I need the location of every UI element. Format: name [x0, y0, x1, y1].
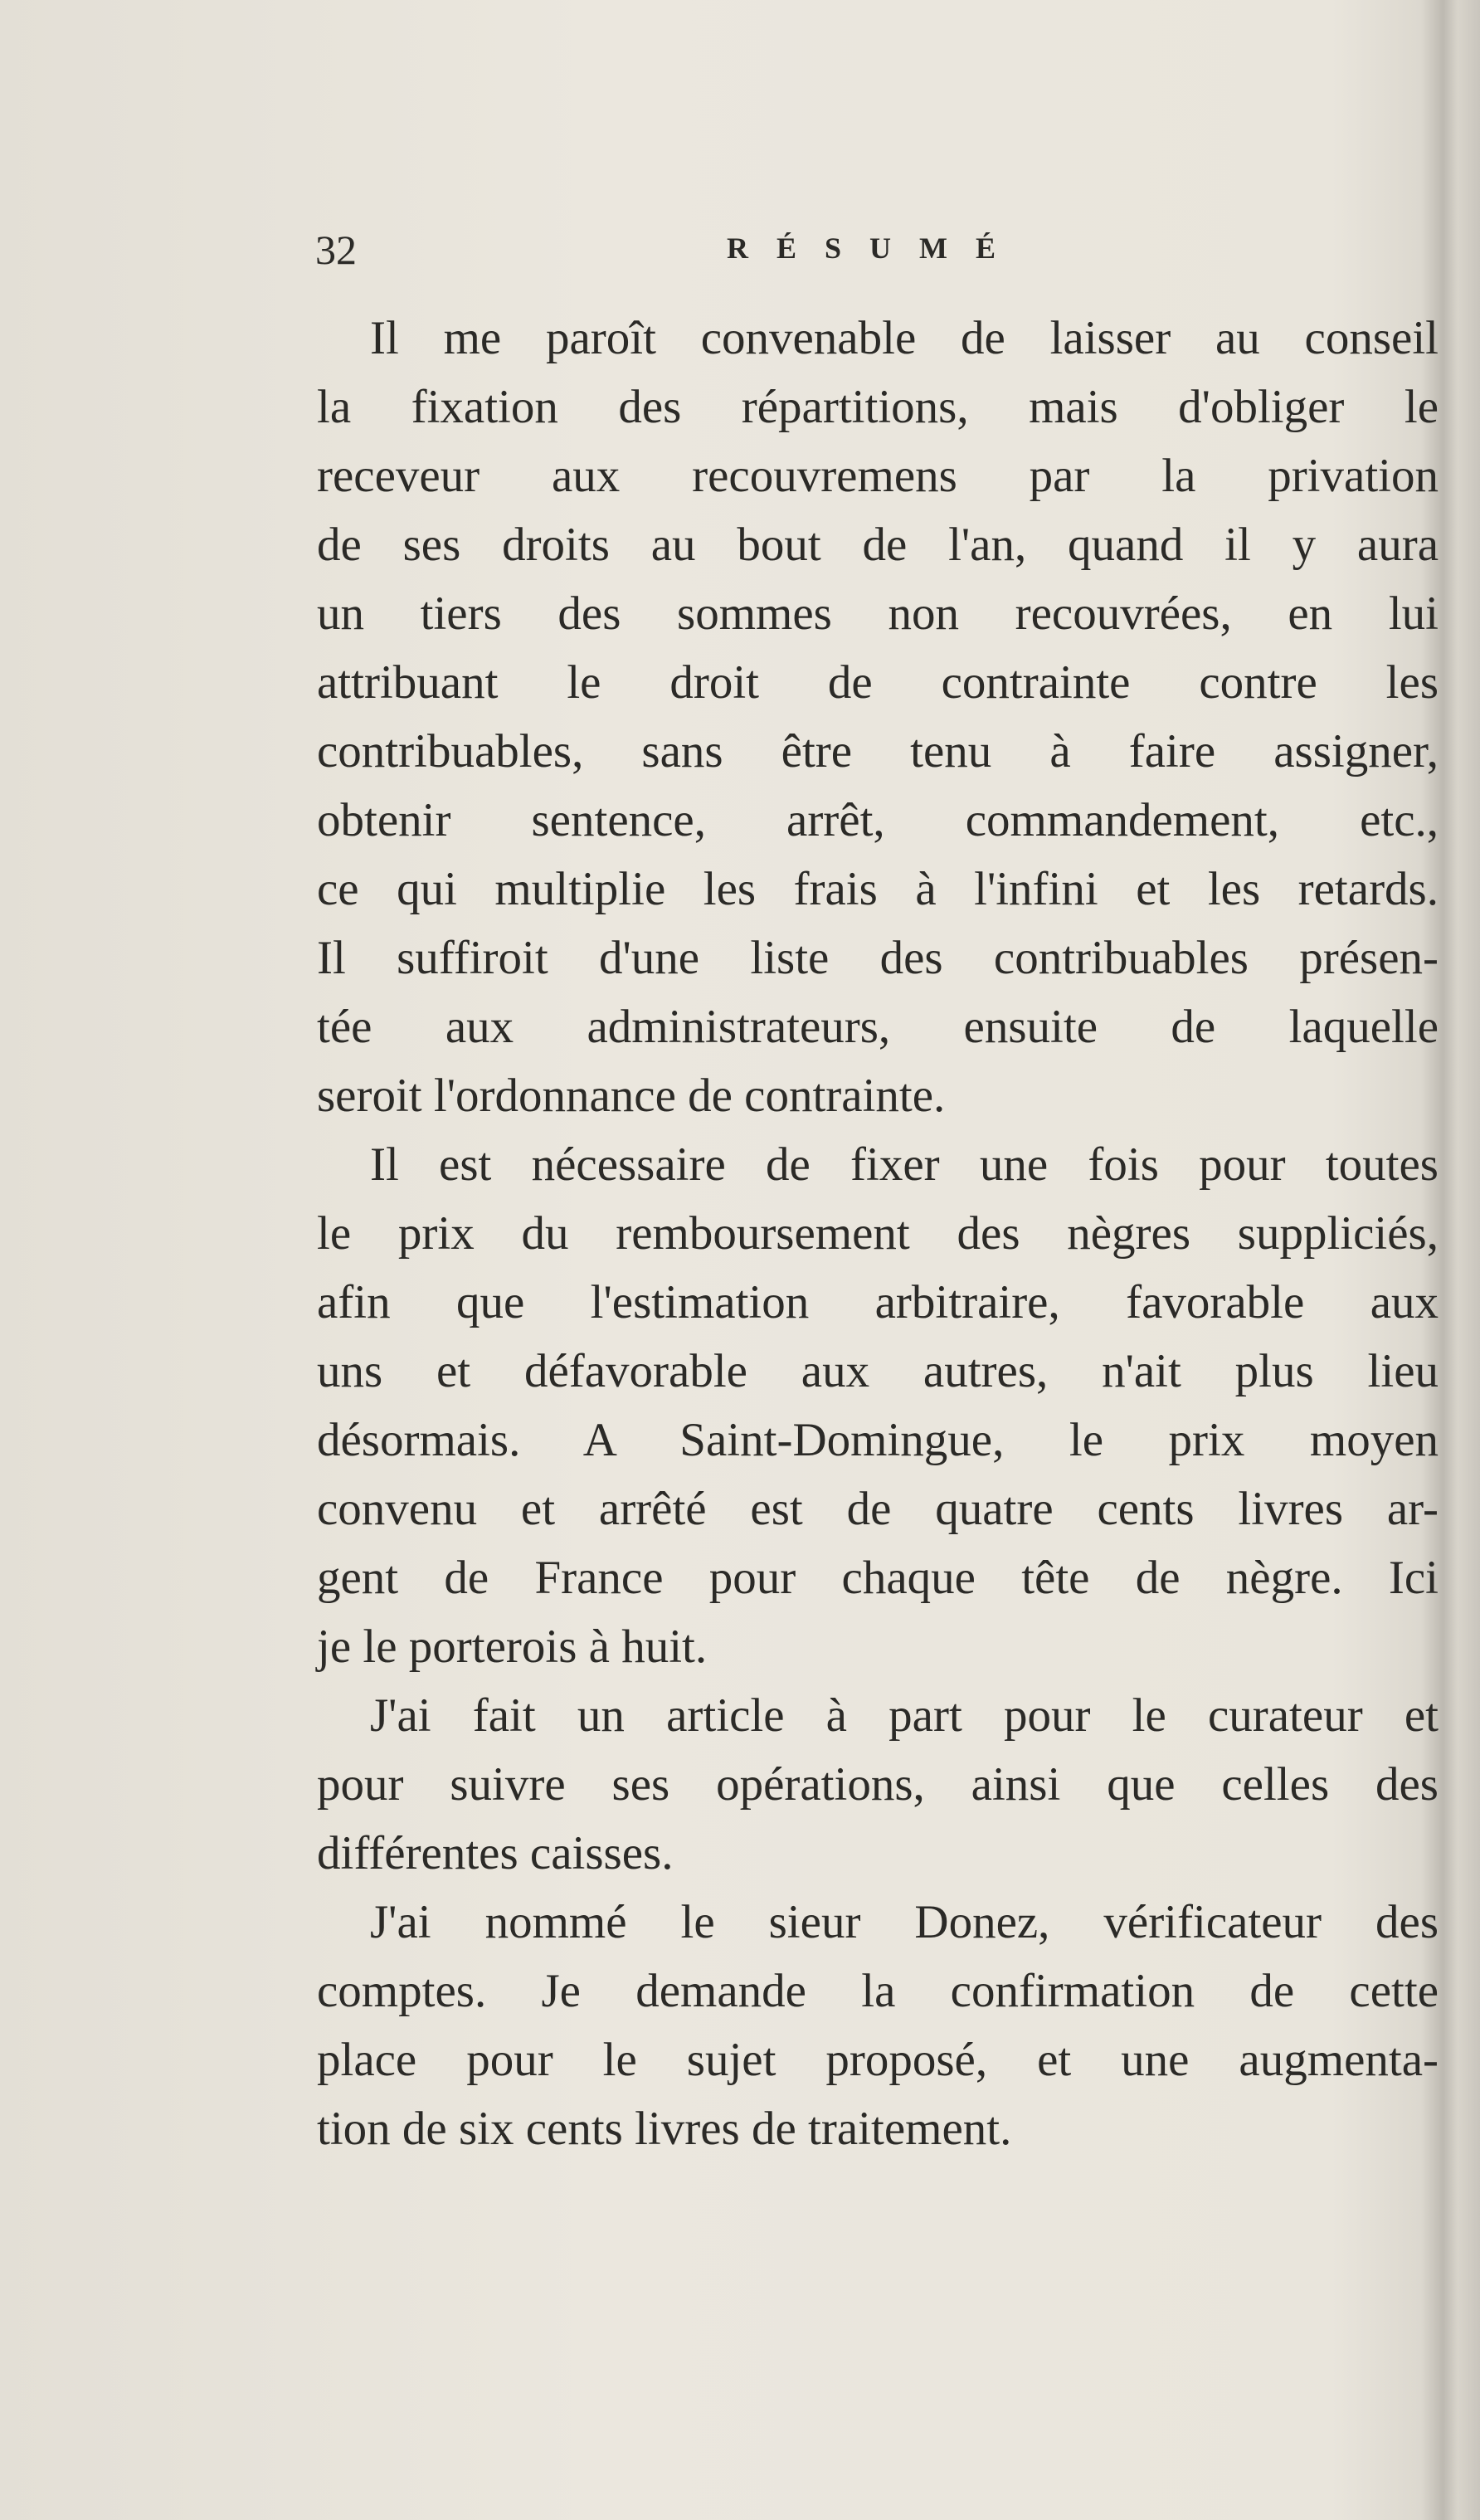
text-line: le prix du remboursement des nègres suppliciés,: [317, 1207, 1439, 1260]
text-line: attribuant le droit de contrainte contre les: [317, 656, 1439, 709]
text-line: je le porterois à huit.: [317, 1621, 708, 1673]
paragraph: [317, 1888, 1439, 2163]
text-line: la fixation des répartitions, mais d'obliger le: [317, 381, 1439, 433]
text-line: seroit l'ordonnance de contrainte.: [317, 1070, 946, 1122]
text-line: convenu et arrêté est de quatre cents livres ar-: [317, 1483, 1439, 1535]
text-line: tion de six cents livres de traitement.: [317, 2103, 1012, 2155]
text-line: Il me paroît convenable de laisser au conseil: [370, 312, 1439, 364]
text-line: de ses droits au bout de l'an, quand il y aura: [317, 519, 1439, 571]
text-line: ce qui multiplie les frais à l'infini et les retards.: [317, 863, 1439, 915]
text-line: pour suivre ses opérations, ainsi que celles des: [317, 1758, 1439, 1811]
paragraph: [317, 1130, 1439, 1681]
page-header: [315, 226, 1439, 284]
page-number: 32: [315, 227, 357, 273]
text-line: uns et défavorable aux autres, n'ait plus lieu: [317, 1345, 1439, 1397]
paragraph: [317, 1681, 1439, 1888]
page-body: [317, 304, 1439, 2163]
text-line: afin que l'estimation arbitraire, favorable aux: [317, 1276, 1439, 1328]
text-line: différentes caisses.: [317, 1827, 674, 1879]
text-line: contribuables, sans être tenu à faire assigner,: [317, 725, 1439, 777]
text-line: Il suffiroit d'une liste des contribuables présen-: [317, 932, 1439, 984]
text-line: tée aux administrateurs, ensuite de laquelle: [317, 1001, 1439, 1053]
text-line: comptes. Je demande la confirmation de cette: [317, 1965, 1439, 2017]
text-line: J'ai nommé le sieur Donez, vérificateur des: [370, 1896, 1439, 1948]
text-line: place pour le sujet proposé, et une augmenta-: [317, 2034, 1439, 2086]
text-line: gent de France pour chaque tête de nègre. Ici: [317, 1552, 1439, 1604]
paragraph: [317, 304, 1439, 1130]
text-line: désormais. A Saint-Domingue, le prix moyen: [317, 1414, 1439, 1466]
text-line: obtenir sentence, arrêt, commandement, etc.,: [317, 794, 1439, 846]
text-line: un tiers des sommes non recouvrées, en lui: [317, 587, 1439, 640]
text-line: receveur aux recouvremens par la privation: [317, 450, 1439, 502]
running-title: RÉSUMÉ: [727, 232, 1025, 265]
text-line: J'ai fait un article à part pour le curateur et: [370, 1689, 1439, 1742]
text-line: Il est nécessaire de fixer une fois pour toutes: [370, 1138, 1439, 1191]
